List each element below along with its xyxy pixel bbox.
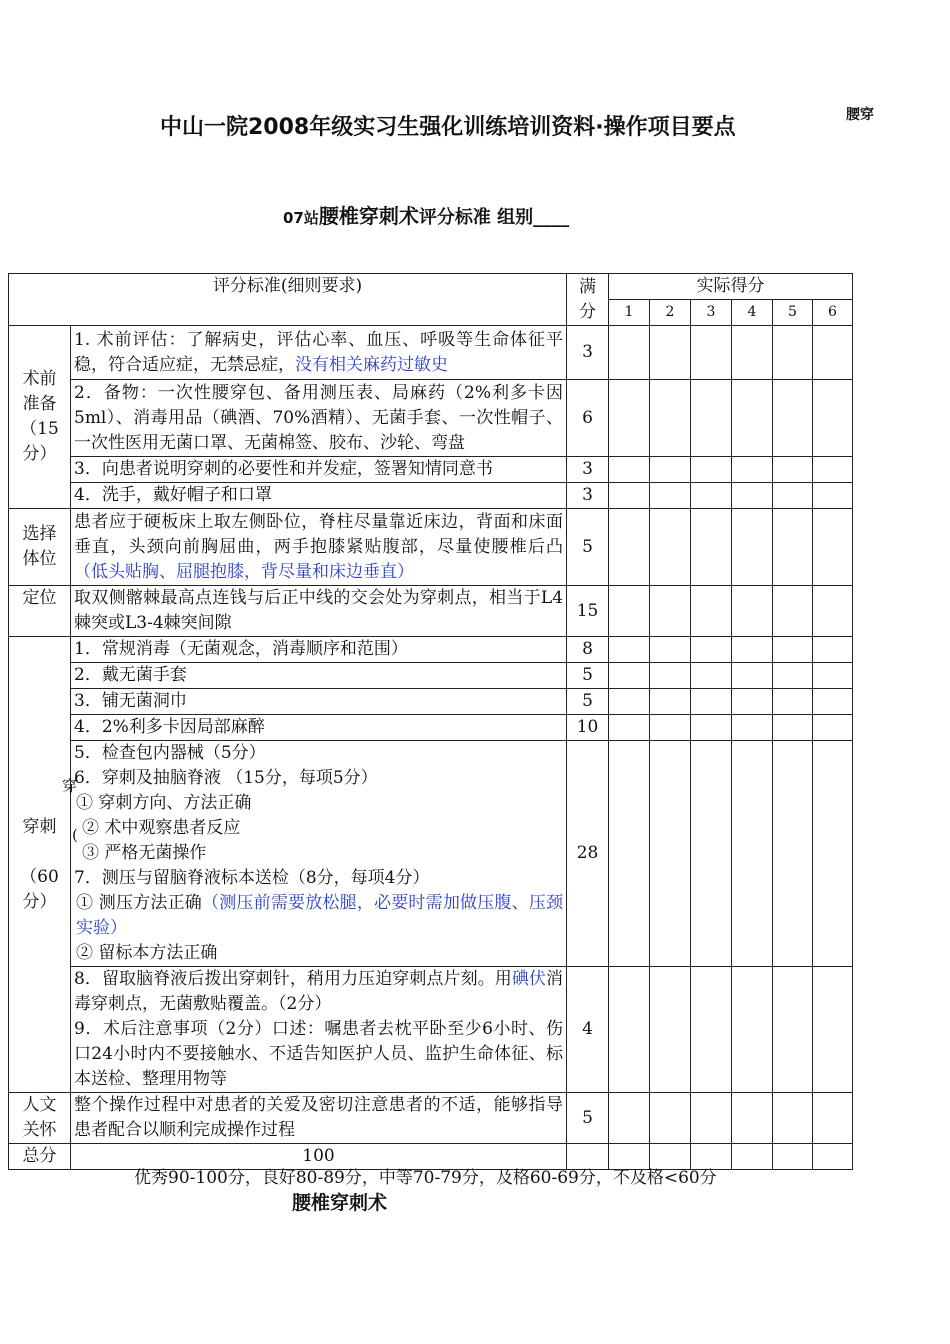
score-cell[interactable] xyxy=(732,483,773,509)
score-cell[interactable] xyxy=(691,1093,732,1144)
score-cell[interactable] xyxy=(650,380,691,457)
station-heading xyxy=(283,200,569,229)
full-score: 5 xyxy=(567,1093,609,1144)
score-cell[interactable] xyxy=(609,1093,650,1144)
row-assessment-text: 1. 术前评估：了解病史，评估心率、血压、呼吸等生命体征平稳，符合适应症，无禁忌症， xyxy=(74,329,564,375)
row-position xyxy=(71,509,567,586)
score-cell[interactable] xyxy=(732,715,773,741)
score-cell[interactable] xyxy=(773,741,813,967)
score-cell[interactable] xyxy=(691,741,732,967)
header-tag: 腰穿 xyxy=(846,107,874,123)
row-anesthesia: 4．2%利多卡因局部麻醉 xyxy=(71,715,567,741)
score-cell[interactable] xyxy=(650,1093,691,1144)
step-withdraw-text: 8．留取脑脊液后拨出穿刺针，稍用力压迫穿刺点片刻。用 xyxy=(74,969,512,989)
section-puncture-label: 穿刺 xyxy=(22,816,57,837)
score-cell[interactable] xyxy=(691,663,732,689)
score-cell[interactable] xyxy=(773,663,813,689)
header-col-6: 6 xyxy=(813,300,853,326)
header-criteria: 评分标准(细则要求) xyxy=(9,274,567,326)
score-cell[interactable] xyxy=(813,741,853,967)
row-puncture-steps xyxy=(71,741,567,967)
score-cell[interactable] xyxy=(732,689,773,715)
score-cell[interactable] xyxy=(813,1144,853,1170)
step-post-care: 9．术后注意事项（2分）口述：嘱患者去枕平卧至少6小时、伤口24小时内不要接触水、不适告知医护人员、监护生命体征、标本送检、整理用物等 xyxy=(74,1019,564,1089)
total-full-score: 100 xyxy=(71,1144,567,1170)
row-consent: 3．向患者说明穿刺的必要性和并发症，签署知情同意书 xyxy=(71,457,567,483)
step-puncture: 6．穿刺及抽脑脊液 （15分，每项5分） xyxy=(74,768,378,788)
stray-character: 穿 xyxy=(62,777,78,795)
step-puncture-direction: ① 穿刺方向、方法正确 xyxy=(76,793,252,813)
score-cell[interactable] xyxy=(609,715,650,741)
page-header-title: 中山一院2008年级实习生强化训练培训资料·操作项目要点 xyxy=(160,115,736,140)
score-cell[interactable] xyxy=(773,715,813,741)
header-actual-score: 实际得分 xyxy=(609,274,853,300)
score-cell[interactable] xyxy=(813,509,853,586)
header-full-score xyxy=(567,274,609,326)
full-score: 10 xyxy=(567,715,609,741)
step-withdraw-note: 碘伏 xyxy=(511,969,547,989)
station-procedure-name: 腰椎穿刺术 xyxy=(318,204,419,228)
score-cell[interactable] xyxy=(691,457,732,483)
scoring-table xyxy=(8,273,853,1170)
score-cell[interactable] xyxy=(609,483,650,509)
score-cell[interactable] xyxy=(691,715,732,741)
score-cell[interactable] xyxy=(691,967,732,1093)
score-cell[interactable] xyxy=(813,457,853,483)
row-disinfect: 1．常规消毒（无菌观念，消毒顺序和范围） xyxy=(71,637,567,663)
score-cell[interactable] xyxy=(691,689,732,715)
score-cell[interactable] xyxy=(732,586,773,637)
score-cell[interactable] xyxy=(691,326,732,380)
score-cell[interactable] xyxy=(813,483,853,509)
score-cell[interactable] xyxy=(732,1144,773,1170)
section-position xyxy=(9,509,71,586)
footer-procedure-title: 腰椎穿刺术 xyxy=(292,1192,388,1214)
row-position-text: 患者应于硬板床上取左侧卧位，脊柱尽量靠近床边，背面和床面垂直，头颈向前胸屈曲，两手抱膝紧贴腹部，尽量使腰椎后凸 xyxy=(74,511,564,557)
step-withdraw-needle xyxy=(74,967,563,1017)
score-cell[interactable] xyxy=(773,1093,813,1144)
step-sterile: ③ 严格无菌操作 xyxy=(82,843,207,863)
score-cell[interactable] xyxy=(650,637,691,663)
full-score: 5 xyxy=(567,663,609,689)
score-cell[interactable] xyxy=(609,663,650,689)
section-pre-op xyxy=(9,326,71,509)
score-cell[interactable] xyxy=(773,457,813,483)
full-score: 8 xyxy=(567,637,609,663)
step-pressure-method-note: （测压前需要放松腿，必要时需加做压腹、压颈实验） xyxy=(76,893,564,938)
section-puncture xyxy=(9,637,71,1093)
full-score: 5 xyxy=(567,689,609,715)
step-sample-method: ② 留标本方法正确 xyxy=(76,943,218,963)
score-cell[interactable] xyxy=(650,483,691,509)
full-score: 15 xyxy=(567,586,609,637)
section-puncture-points: （60分） xyxy=(20,866,59,912)
score-cell[interactable] xyxy=(609,509,650,586)
score-cell[interactable] xyxy=(609,689,650,715)
score-cell[interactable] xyxy=(773,689,813,715)
score-cell[interactable] xyxy=(773,1144,813,1170)
step-pressure-method xyxy=(74,891,563,941)
station-number: 07站 xyxy=(283,209,319,227)
row-locate: 取双侧髂棘最高点连钱与后正中线的交会处为穿刺点，相当于L4棘突或L3-4棘突间隙 xyxy=(71,586,567,637)
step-pressure-method-text: ① 测压方法正确 xyxy=(76,893,203,913)
score-cell[interactable] xyxy=(609,967,650,1093)
row-post-procedure xyxy=(71,967,567,1093)
stray-bracket: ( xyxy=(72,826,78,844)
score-cell[interactable] xyxy=(650,663,691,689)
score-cell[interactable] xyxy=(650,741,691,967)
score-cell[interactable] xyxy=(732,967,773,1093)
section-humane xyxy=(9,1093,71,1144)
full-score: 3 xyxy=(567,326,609,380)
score-cell[interactable] xyxy=(732,663,773,689)
score-cell[interactable] xyxy=(609,637,650,663)
row-drape: 3．铺无菌洞巾 xyxy=(71,689,567,715)
score-cell[interactable] xyxy=(609,586,650,637)
section-humane-label: 人文关怀 xyxy=(22,1095,57,1140)
step-check-kit: 5．检查包内器械（5分） xyxy=(74,743,266,763)
score-cell[interactable] xyxy=(813,689,853,715)
row-position-note: （低头贴胸、屈腿抱膝，背尽量和床边垂直） xyxy=(74,561,414,582)
section-pre-op-label: 术前准备（15分） xyxy=(20,369,59,464)
step-withdraw-text-2: 消毒穿刺点，无菌敷贴覆盖。（2分） xyxy=(74,969,564,1014)
step-observe-patient: ② 术中观察患者反应 xyxy=(82,818,241,838)
score-cell[interactable] xyxy=(691,586,732,637)
header-col-5: 5 xyxy=(773,300,813,326)
score-cell[interactable] xyxy=(732,457,773,483)
score-cell[interactable] xyxy=(813,380,853,457)
row-assessment-note: 没有相关麻药过敏史 xyxy=(295,354,448,375)
score-cell[interactable] xyxy=(650,326,691,380)
score-cell[interactable] xyxy=(691,509,732,586)
score-cell[interactable] xyxy=(650,715,691,741)
score-cell[interactable] xyxy=(650,457,691,483)
score-cell[interactable] xyxy=(732,326,773,380)
section-position-label: 选择体位 xyxy=(22,524,57,569)
score-cell[interactable] xyxy=(650,967,691,1093)
header-col-1: 1 xyxy=(609,300,650,326)
score-cell[interactable] xyxy=(773,380,813,457)
score-cell[interactable] xyxy=(609,326,650,380)
score-cell[interactable] xyxy=(732,509,773,586)
section-locate: 定位 xyxy=(9,586,71,637)
score-cell[interactable] xyxy=(773,967,813,1093)
score-cell[interactable] xyxy=(732,1093,773,1144)
row-supplies: 2．备物：一次性腰穿包、备用测压表、局麻药（2%利多卡因5ml）、消毒用品（碘酒、70%酒精）、无菌手套、一次性帽子、一次性医用无菌口罩、无菌棉签、胶布、沙轮、弯盘 xyxy=(71,380,567,457)
score-cell[interactable] xyxy=(773,586,813,637)
score-cell[interactable] xyxy=(813,326,853,380)
score-cell[interactable] xyxy=(813,637,853,663)
score-cell[interactable] xyxy=(813,715,853,741)
full-score: 4 xyxy=(567,967,609,1093)
step-pressure-sample: 7．测压与留脑脊液标本送检（8分，每项4分） xyxy=(74,868,430,888)
grading-scale-note: 优秀90-100分，良好80-89分，中等70-79分，及格60-69分，不及格<60分 xyxy=(134,1168,717,1188)
row-humane: 整个操作过程中对患者的关爱及密切注意患者的不适，能够指导患者配合以顺利完成操作过程 xyxy=(71,1093,567,1144)
full-score: 3 xyxy=(567,457,609,483)
score-cell[interactable] xyxy=(650,689,691,715)
score-cell[interactable] xyxy=(691,483,732,509)
full-score: 3 xyxy=(567,483,609,509)
score-cell[interactable] xyxy=(691,380,732,457)
header-col-2: 2 xyxy=(650,300,691,326)
score-cell[interactable] xyxy=(813,663,853,689)
header-full-score-label: 满分 xyxy=(579,276,597,322)
score-cell[interactable] xyxy=(609,741,650,967)
full-score: 6 xyxy=(567,380,609,457)
score-cell[interactable] xyxy=(650,509,691,586)
station-heading-rest: 评分标准 组别____ xyxy=(418,207,570,228)
score-cell[interactable] xyxy=(732,637,773,663)
section-total: 总分 xyxy=(9,1144,71,1170)
row-assessment xyxy=(71,326,567,380)
score-cell[interactable] xyxy=(732,380,773,457)
score-cell[interactable] xyxy=(773,483,813,509)
full-score: 5 xyxy=(567,509,609,586)
score-cell[interactable] xyxy=(773,326,813,380)
full-score: 28 xyxy=(567,741,609,967)
score-cell[interactable] xyxy=(609,380,650,457)
score-cell[interactable] xyxy=(773,509,813,586)
row-gloves: 2．戴无菌手套 xyxy=(71,663,567,689)
score-cell[interactable] xyxy=(813,967,853,1093)
header-col-4: 4 xyxy=(732,300,773,326)
header-col-3: 3 xyxy=(691,300,732,326)
row-hand-wash: 4．洗手，戴好帽子和口罩 xyxy=(71,483,567,509)
score-cell[interactable] xyxy=(813,586,853,637)
score-cell[interactable] xyxy=(650,586,691,637)
score-cell[interactable] xyxy=(813,1093,853,1144)
score-cell[interactable] xyxy=(732,741,773,967)
score-cell[interactable] xyxy=(609,457,650,483)
score-cell[interactable] xyxy=(773,637,813,663)
score-cell[interactable] xyxy=(691,637,732,663)
